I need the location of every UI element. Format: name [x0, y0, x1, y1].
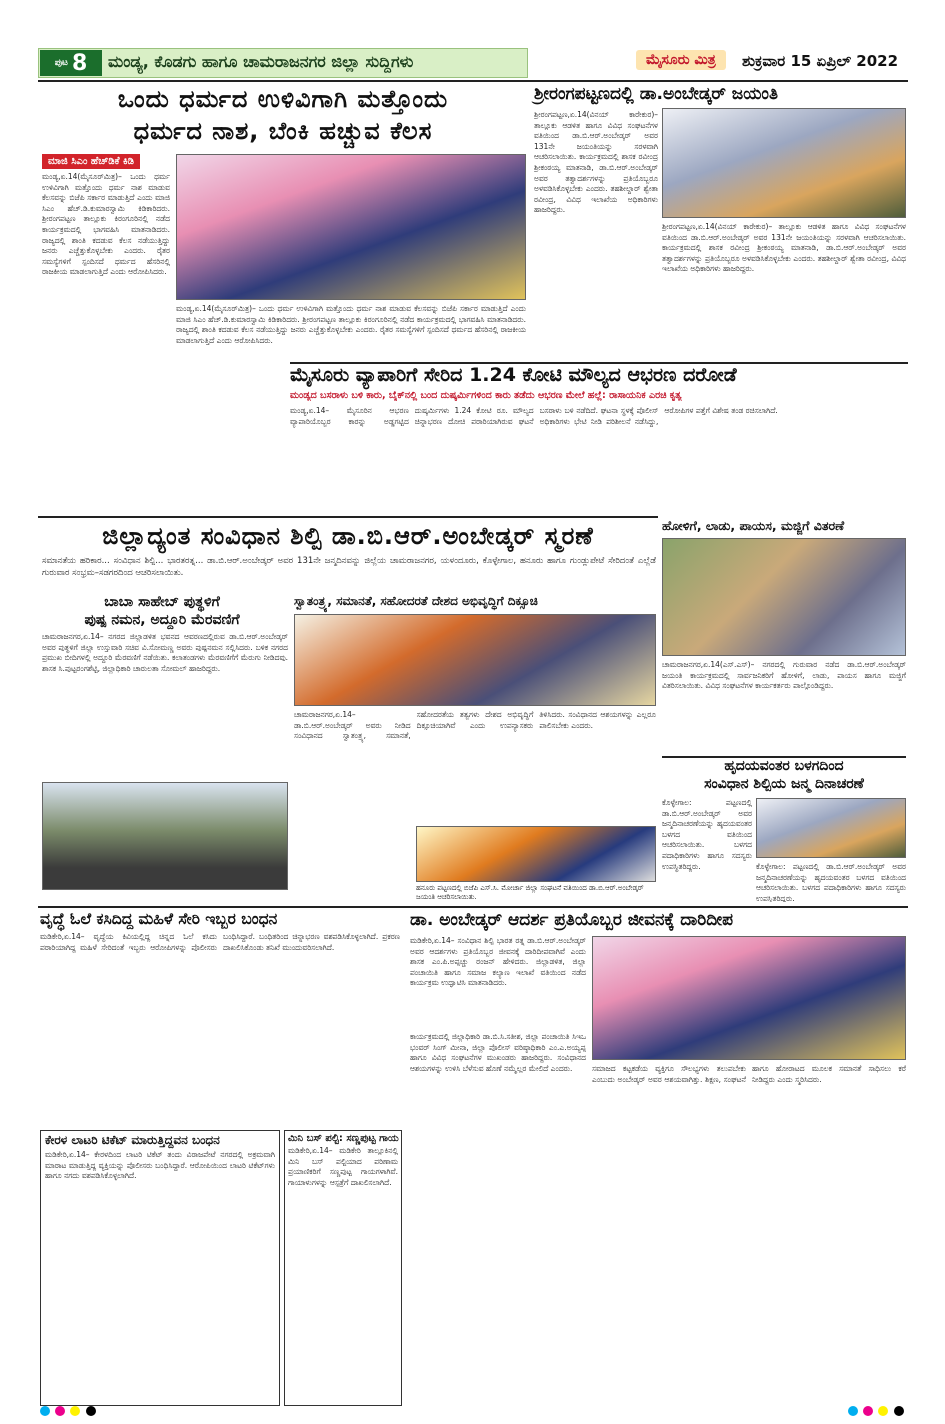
story10-body2: ಕಾರ್ಯಕ್ರಮದಲ್ಲಿ ಜಿಲ್ಲಾಧಿಕಾರಿ ಡಾ.ಬಿ.ಸಿ.ಸತೀಶ, ಜಿಲ್ಲಾ ಪಂಚಾಯಿತಿ ಸಿಇಒ ಭಂವರ್ ಸಿಂಗ್ ಮೀನಾ, ಜಿಲ್ಲಾ ಪೊಲೀಸ್ ವರಿಷ್ಠಾಧಿಕಾರಿ ಎಂ.ಎ.ಅಯ್ಯಪ್ಪ ಹಾಗೂ ವಿವಿಧ ಸಂಘಟನೆಗಳ ಮುಖಂಡರು ಹಾಜರಿದ್ದರು. ಸಂವಿಧಾನದ ಆಶಯಗಳನ್ನು ಉಳಿಸಿ ಬೆಳೆಸುವ ಹೊಣೆ ನಮ್ಮೆಲ್ಲರ ಮೇಲಿದೆ ಎಂದರು. [410, 1032, 586, 1073]
story6-headline-line2: ಸಂವಿಧಾನ ಶಿಲ್ಪಿಯ ಜನ್ಮ ದಿನಾಚರಣೆ [704, 776, 864, 792]
story4-body1: ಚಾಮರಾಜನಗರ,ಏ.14– ನಗರದ ಜಿಲ್ಲಾಡಳಿತ ಭವನದ ಆವರಣದಲ್ಲಿರುವ ಡಾ.ಬಿ.ಆರ್.ಅಂಬೇಡ್ಕರ್ ಅವರ ಪುತ್ಥಳಿಗೆ ಜಿಲ್ಲಾ ಉಸ್ತುವಾರಿ ಸಚಿವ ವಿ.ಸೋಮಣ್ಣ ಅವರು ಪುಷ್ಪನಮನ ಸಲ್ಲಿಸಿದರು. ಬಳಿಕ ನಗರದ ಪ್ರಮುಖ ಬೀದಿಗಳಲ್ಲಿ ಅದ್ದೂರಿ ಮೆರವಣಿಗೆ ನಡೆಯಿತು. ಕಲಾತಂಡಗಳು ಮೆರವಣಿಗೆಗೆ ಮೆರುಗು ನೀಡಿದವು. ಶಾಸಕ ಸಿ.ಪುಟ್ಟರಂಗಶೆಟ್ಟಿ, ಜಿಲ್ಲಾಧಿಕಾರಿ ಚಾರುಲತಾ ಸೋಮಲ್ ಹಾಜರಿದ್ದರು. [42, 632, 288, 673]
story6-headline-line1: ಹೃದಯವಂತರ ಬಳಗದಿಂದ [724, 758, 844, 774]
story8-body: ಮಡಿಕೇರಿ,ಏ.14– ಕೇರಳದಿಂದ ಲಾಟರಿ ಟಿಕೆಟ್ ತಂದು ವಿರಾಜಪೇಟೆ ನಗರದಲ್ಲಿ ಅಕ್ರಮವಾಗಿ ಮಾರಾಟ ಮಾಡುತ್ತಿದ್ದ ವ್ಯಕ್ತಿಯನ್ನು ಪೊಲೀಸರು ಬಂಧಿಸಿದ್ದಾರೆ. ಆರೋಪಿಯಿಂದ ಲಾಟರಿ ಟಿಕೆಟ್‌ಗಳು ಹಾಗೂ ನಗದು ವಶಪಡಿಸಿಕೊಳ್ಳಲಾಗಿದೆ. [45, 1150, 275, 1181]
story6-body: ಕೊಳ್ಳೇಗಾಲ: ಪಟ್ಟಣದಲ್ಲಿ ಡಾ.ಬಿ.ಆರ್.ಅಂಬೇಡ್ಕರ್ ಅವರ ಜನ್ಮದಿನಾಚರಣೆಯನ್ನು ಹೃದಯವಂತರ ಬಳಗದ ವತಿಯಿಂದ ಆಚರಿಸಲಾಯಿತು. ಬಳಗದ ಪದಾಧಿಕಾರಿಗಳು ಹಾಗೂ ಸದಸ್ಯರು ಉಪಸ್ಥಿತರಿದ್ದರು. [662, 798, 752, 871]
story1-headline-line1: ಒಂದು ಧರ್ಮದ ಉಳಿವಿಗಾಗಿ ಮತ್ತೊಂದು [117, 85, 449, 113]
masthead-rule [38, 80, 908, 82]
black-dot-icon [894, 1406, 904, 1416]
story5-body: ಚಾಮರಾಜನಗರ,ಏ.14(ಎಸ್.ಎಸ್)– ನಗರದಲ್ಲಿ ಗುರುವಾರ ನಡೆದ ಡಾ.ಬಿ.ಆರ್.ಅಂಬೇಡ್ಕರ್ ಜಯಂತಿ ಕಾರ್ಯಕ್ರಮದಲ್ಲಿ ಸಾರ್ವಜನಿಕರಿಗೆ ಹೋಳಿಗೆ, ಲಾಡು, ಪಾಯಸ ಹಾಗೂ ಮಜ್ಜಿಗೆ ವಿತರಿಸಲಾಯಿತು. ವಿವಿಧ ಸಂಘಟನೆಗಳ ಕಾರ್ಯಕರ್ತರು ಪಾಲ್ಗೊಂಡಿದ್ದರು. [662, 660, 906, 691]
story1-tag: ಮಾಜಿ ಸಿಎಂ ಹೆಚ್‌ಡಿಕೆ ಕಿಡಿ [42, 154, 140, 169]
story10-headline: ಡಾ. ಅಂಬೇಡ್ಕರ್ ಆದರ್ಶ ಪ್ರತಿಯೊಬ್ಬರ ಜೀವನಕ್ಕೆ ದಾರಿದೀಪ [410, 910, 734, 930]
story2-photo [662, 108, 906, 218]
story2-body: ಶ್ರೀರಂಗಪಟ್ಟಣ,ಏ.14(ವಿನಯ್ ಕಾರೇಕುರ)– ತಾಲ್ಲೂಕು ಆಡಳಿತ ಹಾಗೂ ವಿವಿಧ ಸಂಘಟನೆಗಳ ವತಿಯಿಂದ ಡಾ.ಬಿ.ಆರ್.ಅಂಬೇಡ್ಕರ್ ಅವರ 131ನೇ ಜಯಂತಿಯನ್ನು ಸರಳವಾಗಿ ಆಚರಿಸಲಾಯಿತು. ಕಾರ್ಯಕ್ರಮದಲ್ಲಿ ಶಾಸಕ ರವೀಂದ್ರ ಶ್ರೀಕಂಠಯ್ಯ ಮಾತನಾಡಿ, ಡಾ.ಬಿ.ಆರ್.ಅಂಬೇಡ್ಕರ್ ಅವರ ತತ್ವಾದರ್ಶಗಳನ್ನು ಪ್ರತಿಯೊಬ್ಬರೂ ಅಳವಡಿಸಿಕೊಳ್ಳಬೇಕು ಎಂದರು. ತಹಶೀಲ್ದಾರ್ ಶ್ವೇತಾ ರವೀಂದ್ರ, ವಿವಿಧ ಇಲಾಖೆಯ ಅಧಿಕಾರಿಗಳು ಹಾಜರಿದ್ದರು. [534, 110, 658, 215]
story1-photo [176, 154, 526, 300]
story3-subhead: ಮಂಡ್ಯದ ಬಸರಾಳು ಬಳಿ ಕಾರು, ಬೈಕ್‌ನಲ್ಲಿ ಬಂದ ದುಷ್ಕರ್ಮಿಗಳಿಂದ ಕಾರು ತಡೆದು ಆಭರಣ ಮೇಲೆ ಹಲ್ಲೆ: ರಾಸಾಯನಿಕ ಎರಚಿ ಕೃತ್ಯ [290, 390, 682, 401]
paper-name: ಮೈಸೂರು ಮಿತ್ರ [636, 50, 726, 70]
story1-body-continued: ಮಂಡ್ಯ,ಏ.14(ಮೈಸೂರ್‌ಮಿತ್ರ)– ಒಂದು ಧರ್ಮ ಉಳಿವಿಗಾಗಿ ಮತ್ತೊಂದು ಧರ್ಮ ನಾಶ ಮಾಡುವ ಕೆಲಸವನ್ನು ಬಿಜೆಪಿ ಸರ್ಕಾರ ಮಾಡುತ್ತಿದೆ ಎಂದು ಮಾಜಿ ಸಿಎಂ ಹೆಚ್.ಡಿ.ಕುಮಾರಸ್ವಾಮಿ ಕಿಡಿಕಾರಿದರು. ಶ್ರೀರಂಗಪಟ್ಟಣ ತಾಲ್ಲೂಕು ಕಿರಂಗೂರಿನಲ್ಲಿ ನಡೆದ ಕಾರ್ಯಕ್ರಮದಲ್ಲಿ ಭಾಗವಹಿಸಿ ಮಾತನಾಡಿದರು. ರಾಜ್ಯದಲ್ಲಿ ಶಾಂತಿ ಕದಡುವ ಕೆಲಸ ನಡೆಯುತ್ತಿದ್ದು ಜನರು ಎಚ್ಚೆತ್ತುಕೊಳ್ಳಬೇಕು ಎಂದರು. ರೈತರ ಸಮಸ್ಯೆಗಳಿಗೆ ಸ್ಪಂದಿಸದೆ ಧರ್ಮದ ಹೆಸರಿನಲ್ಲಿ ರಾಜಕೀಯ ಮಾಡಲಾಗುತ್ತಿದೆ ಎಂದು ಆರೋಪಿಸಿದರು. [176, 304, 526, 345]
story2-body-continued: ಶ್ರೀರಂಗಪಟ್ಟಣ,ಏ.14(ವಿನಯ್ ಕಾರೇಕುರ)– ತಾಲ್ಲೂಕು ಆಡಳಿತ ಹಾಗೂ ವಿವಿಧ ಸಂಘಟನೆಗಳ ವತಿಯಿಂದ ಡಾ.ಬಿ.ಆರ್.ಅಂಬೇಡ್ಕರ್ ಅವರ 131ನೇ ಜಯಂತಿಯನ್ನು ಸರಳವಾಗಿ ಆಚರಿಸಲಾಯಿತು. ಕಾರ್ಯಕ್ರಮದಲ್ಲಿ ಶಾಸಕ ರವೀಂದ್ರ ಶ್ರೀಕಂಠಯ್ಯ ಮಾತನಾಡಿ, ಡಾ.ಬಿ.ಆರ್.ಅಂಬೇಡ್ಕರ್ ಅವರ ತತ್ವಾದರ್ಶಗಳನ್ನು ಪ್ರತಿಯೊಬ್ಬರೂ ಅಳವಡಿಸಿಕೊಳ್ಳಬೇಕು ಎಂದರು. ತಹಶೀಲ್ದಾರ್ ಶ್ವೇತಾ ರವೀಂದ್ರ, ವಿವಿಧ ಇಲಾಖೆಯ ಅಧಿಕಾರಿಗಳು ಹಾಜರಿದ್ದರು. [662, 222, 906, 274]
story4-stage-photo [294, 614, 656, 706]
story4-lead: ಸಮಾನತೆಯ ಹರಿಕಾರ... ಸಂವಿಧಾನ ಶಿಲ್ಪಿ... ಭಾರತರತ್ನ... ಡಾ.ಬಿ.ಆರ್.ಅಂಬೇಡ್ಕರ್ ಅವರ 131ನೇ ಜನ್ಮದಿನವನ್ನು ಜಿಲ್ಲೆಯ ಚಾಮರಾಜನಗರ, ಯಳಂದೂರು, ಕೊಳ್ಳೇಗಾಲ, ಹನೂರು ಹಾಗೂ ಗುಂಡ್ಲುಪೇಟೆ ಸೇರಿದಂತೆ ಎಲ್ಲೆಡೆ ಗುರುವಾರ ಸಂಭ್ರಮ–ಸಡಗರದಿಂದ ಆಚರಿಸಲಾಯಿತು. [42, 556, 656, 578]
story1-headline-line2: ಧರ್ಮದ ನಾಶ, ಬೆಂಕಿ ಹಚ್ಚುವ ಕೆಲಸ [133, 117, 433, 145]
story9-body: ಮಡಿಕೇರಿ,ಏ.14– ಮಡಿಕೇರಿ ತಾಲ್ಲೂಕಿನಲ್ಲಿ ಮಿನಿ ಬಸ್ ಪಲ್ಟಿಯಾದ ಪರಿಣಾಮ ಪ್ರಯಾಣಿಕರಿಗೆ ಸಣ್ಣಪುಟ್ಟ ಗಾಯಗಳಾಗಿವೆ. ಗಾಯಾಳುಗಳನ್ನು ಆಸ್ಪತ್ರೆಗೆ ದಾಖಲಿಸಲಾಗಿದೆ. [288, 1146, 398, 1187]
story4-mid-headline: ಸ್ವಾತಂತ್ರ್ಯ, ಸಮಾನತೆ, ಸಹೋದರತೆ ದೇಶದ ಅಭಿವೃದ್ಧಿಗೆ ದಿಕ್ಸೂಚಿ [294, 594, 538, 608]
story4-headline: ಜಿಲ್ಲಾದ್ಯಂತ ಸಂವಿಧಾನ ಶಿಲ್ಪಿ ಡಾ.ಬಿ.ಆರ್.ಅಂಬೇಡ್ಕರ್ ಸ್ಮರಣೆ [102, 522, 594, 550]
story5-photo [662, 538, 906, 656]
page-number-badge [40, 50, 102, 76]
yellow-dot-icon [70, 1406, 80, 1416]
story4-caption: ಹನೂರು ಪಟ್ಟಣದಲ್ಲಿ ಬಿಜೆಪಿ ಎಸ್.ಸಿ. ಮೋರ್ಚಾ ಜಿಲ್ಲಾ ಸಂಘಟನೆ ವತಿಯಿಂದ ಡಾ.ಬಿ.ಆರ್.ಅಂಬೇಡ್ಕರ್ ಜಯಂತಿ ಆಚರಿಸಲಾಯಿತು. [416, 884, 656, 902]
footer-registration-dots-right [848, 1406, 904, 1419]
issue-date: ಶುಕ್ರವಾರ 15 ಏಪ್ರಿಲ್ 2022 [742, 52, 899, 70]
story3-body: ಮಂಡ್ಯ,ಏ.14– ಮೈಸೂರಿನ ಆಭರಣ ವ್ಯಾಪಾರಿಯೊಬ್ಬರ ಕಾರನ್ನು ಅಡ್ಡಗಟ್ಟಿದ ದುಷ್ಕರ್ಮಿಗಳು 1.24 ಕೋಟಿ ರೂ. ಮೌಲ್ಯದ ಚಿನ್ನಾಭರಣ ದೋಚಿ ಪರಾರಿಯಾಗಿರುವ ಘಟನೆ ಬಸರಾಳು ಬಳಿ ನಡೆದಿದೆ. ಘಟನಾ ಸ್ಥಳಕ್ಕೆ ಪೊಲೀಸ್ ಅಧಿಕಾರಿಗಳು ಭೇಟಿ ನೀಡಿ ಪರಿಶೀಲನೆ ನಡೆಸಿದ್ದು, ಆರೋಪಿಗಳ ಪತ್ತೆಗೆ ವಿಶೇಷ ತಂಡ ರಚಿಸಲಾಗಿದೆ. [290, 406, 778, 426]
story5-headline: ಹೋಳಿಗೆ, ಲಾಡು, ಪಾಯಸ, ಮಜ್ಜಿಗೆ ವಿತರಣೆ [662, 518, 845, 533]
story10-body1: ಮಡಿಕೇರಿ,ಏ.14– ಸಂವಿಧಾನ ಶಿಲ್ಪಿ ಭಾರತ ರತ್ನ ಡಾ.ಬಿ.ಆರ್.ಅಂಬೇಡ್ಕರ್ ಅವರ ಆದರ್ಶಗಳು ಪ್ರತಿಯೊಬ್ಬರ ಜೀವನಕ್ಕೆ ದಾರಿದೀಪವಾಗಿವೆ ಎಂದು ಶಾಸಕ ಎಂ.ಪಿ.ಅಪ್ಪಚ್ಚು ರಂಜನ್ ಹೇಳಿದರು. ಜಿಲ್ಲಾಡಳಿತ, ಜಿಲ್ಲಾ ಪಂಚಾಯಿತಿ ಹಾಗೂ ಸಮಾಜ ಕಲ್ಯಾಣ ಇಲಾಖೆ ವತಿಯಿಂದ ನಡೆದ ಕಾರ್ಯಕ್ರಮ ಉದ್ಘಾಟಿಸಿ ಮಾತನಾಡಿದರು. [410, 936, 586, 988]
story10-photo [592, 936, 906, 1060]
story10-body3: ಸಮಾಜದ ಕಟ್ಟಕಡೆಯ ವ್ಯಕ್ತಿಗೂ ಸೌಲಭ್ಯಗಳು ತಲುಪಬೇಕು ಎಂಬುದು ಅಂಬೇಡ್ಕರ್ ಅವರ ಆಶಯವಾಗಿತ್ತು. ಶಿಕ್ಷಣ, ಸಂಘಟನೆ ಹಾಗೂ ಹೋರಾಟದ ಮೂಲಕ ಸಮಾನತೆ ಸಾಧಿಸಲು ಕರೆ ನೀಡಿದ್ದರು ಎಂದು ಸ್ಮರಿಸಿದರು. [592, 1064, 906, 1084]
story8-headline: ಕೇರಳ ಲಾಟರಿ ಟಿಕೆಟ್ ಮಾರುತ್ತಿದ್ದವನ ಬಂಧನ [45, 1133, 220, 1147]
story4-procession-photo [42, 782, 288, 890]
story8-box [40, 1130, 280, 1406]
story7-body: ಮಡಿಕೇರಿ,ಏ.14– ವೃದ್ಧೆಯ ಕಿವಿಯಲ್ಲಿದ್ದ ಚಿನ್ನದ ಓಲೆ ಕಸಿದು ಪರಾರಿಯಾಗಿದ್ದ ಮಹಿಳೆ ಸೇರಿದಂತೆ ಇಬ್ಬರು ಆರೋಪಿಗಳನ್ನು ಪೊಲೀಸರು ಬಂಧಿಸಿದ್ದಾರೆ. ಬಂಧಿತರಿಂದ ಚಿನ್ನಾಭರಣ ವಶಪಡಿಸಿಕೊಳ್ಳಲಾಗಿದೆ. ಪ್ರಕರಣ ದಾಖಲಿಸಿಕೊಂಡು ತನಿಖೆ ಮುಂದುವರಿಸಲಾಗಿದೆ. [40, 932, 400, 952]
section-title: ಮಂಡ್ಯ, ಕೊಡಗು ಹಾಗೂ ಚಾಮರಾಜನಗರ ಜಿಲ್ಲಾ ಸುದ್ದಿಗಳು [108, 52, 414, 71]
footer-registration-dots-left [40, 1406, 96, 1419]
story2-headline: ಶ್ರೀರಂಗಪಟ್ಟಣದಲ್ಲಿ ಡಾ.ಅಂಬೇಡ್ಕರ್ ಜಯಂತಿ [534, 84, 778, 104]
story6-photo [756, 798, 906, 858]
story1-body: ಮಂಡ್ಯ,ಏ.14(ಮೈಸೂರ್‌ಮಿತ್ರ)– ಒಂದು ಧರ್ಮ ಉಳಿವಿಗಾಗಿ ಮತ್ತೊಂದು ಧರ್ಮ ನಾಶ ಮಾಡುವ ಕೆಲಸವನ್ನು ಬಿಜೆಪಿ ಸರ್ಕಾರ ಮಾಡುತ್ತಿದೆ ಎಂದು ಮಾಜಿ ಸಿಎಂ ಹೆಚ್.ಡಿ.ಕುಮಾರಸ್ವಾಮಿ ಕಿಡಿಕಾರಿದರು. ಶ್ರೀರಂಗಪಟ್ಟಣ ತಾಲ್ಲೂಕು ಕಿರಂಗೂರಿನಲ್ಲಿ ನಡೆದ ಕಾರ್ಯಕ್ರಮದಲ್ಲಿ ಭಾಗವಹಿಸಿ ಮಾತನಾಡಿದರು. ರಾಜ್ಯದಲ್ಲಿ ಶಾಂತಿ ಕದಡುವ ಕೆಲಸ ನಡೆಯುತ್ತಿದ್ದು ಜನರು ಎಚ್ಚೆತ್ತುಕೊಳ್ಳಬೇಕು ಎಂದರು. ರೈತರ ಸಮಸ್ಯೆಗಳಿಗೆ ಸ್ಪಂದಿಸದೆ ಧರ್ಮದ ಹೆಸರಿನಲ್ಲಿ ರಾಜಕೀಯ ಮಾಡಲಾಗುತ್ತಿದೆ ಎಂದು ಆರೋಪಿಸಿದರು. [42, 172, 170, 277]
yellow-dot-icon [878, 1406, 888, 1416]
story3-headline: ಮೈಸೂರು ವ್ಯಾಪಾರಿಗೆ ಸೇರಿದ 1.24 ಕೋಟಿ ಮೌಲ್ಯದ ಆಭರಣ ದರೋಡೆ [290, 364, 737, 386]
story9-box [284, 1130, 402, 1406]
page-label: ಪುಟ [54, 58, 68, 68]
magenta-dot-icon [863, 1406, 873, 1416]
story9-headline: ಮಿನಿ ಬಸ್ ಪಲ್ಟಿ: ಸಣ್ಣಪುಟ್ಟ ಗಾಯ [288, 1133, 399, 1144]
magenta-dot-icon [55, 1406, 65, 1416]
story4-rule [38, 516, 658, 518]
story4-subhead1: ಬಾಬಾ ಸಾಹೇಬ್ ಪುತ್ಥಳಿಗೆ [104, 594, 220, 610]
cyan-dot-icon [40, 1406, 50, 1416]
story4-subhead2: ಪುಷ್ಪ ನಮನ, ಅದ್ದೂರಿ ಮೆರವಣಿಗೆ [84, 612, 240, 628]
story4-body2: ಚಾಮರಾಜನಗರ,ಏ.14– ಡಾ.ಬಿ.ಆರ್.ಅಂಬೇಡ್ಕರ್ ಅವರು ನೀಡಿದ ಸಂವಿಧಾನದ ಸ್ವಾತಂತ್ರ್ಯ, ಸಮಾನತೆ, ಸಹೋದರತೆಯ ತತ್ವಗಳು ದೇಶದ ಅಭಿವೃದ್ಧಿಗೆ ದಿಕ್ಸೂಚಿಯಾಗಿವೆ ಎಂದು ಉಪನ್ಯಾಸಕರು ತಿಳಿಸಿದರು. ಸಂವಿಧಾನದ ಆಶಯಗಳನ್ನು ಎಲ್ಲರೂ ಪಾಲಿಸಬೇಕು ಎಂದರು. [294, 710, 656, 741]
story7-headline: ವೃದ್ಧೆ ಓಲೆ ಕಸಿದಿದ್ದ ಮಹಿಳೆ ಸೇರಿ ಇಬ್ಬರ ಬಂಧನ [40, 910, 278, 928]
black-dot-icon [86, 1406, 96, 1416]
cyan-dot-icon [848, 1406, 858, 1416]
story4-hanur-photo [416, 826, 656, 882]
lower-rule [38, 906, 908, 908]
page-number: 8 [71, 50, 88, 76]
story6-body-continued: ಕೊಳ್ಳೇಗಾಲ: ಪಟ್ಟಣದಲ್ಲಿ ಡಾ.ಬಿ.ಆರ್.ಅಂಬೇಡ್ಕರ್ ಅವರ ಜನ್ಮದಿನಾಚರಣೆಯನ್ನು ಹೃದಯವಂತರ ಬಳಗದ ವತಿಯಿಂದ ಆಚರಿಸಲಾಯಿತು. ಬಳಗದ ಪದಾಧಿಕಾರಿಗಳು ಹಾಗೂ ಸದಸ್ಯರು ಉಪಸ್ಥಿತರಿದ್ದರು. [756, 862, 906, 902]
